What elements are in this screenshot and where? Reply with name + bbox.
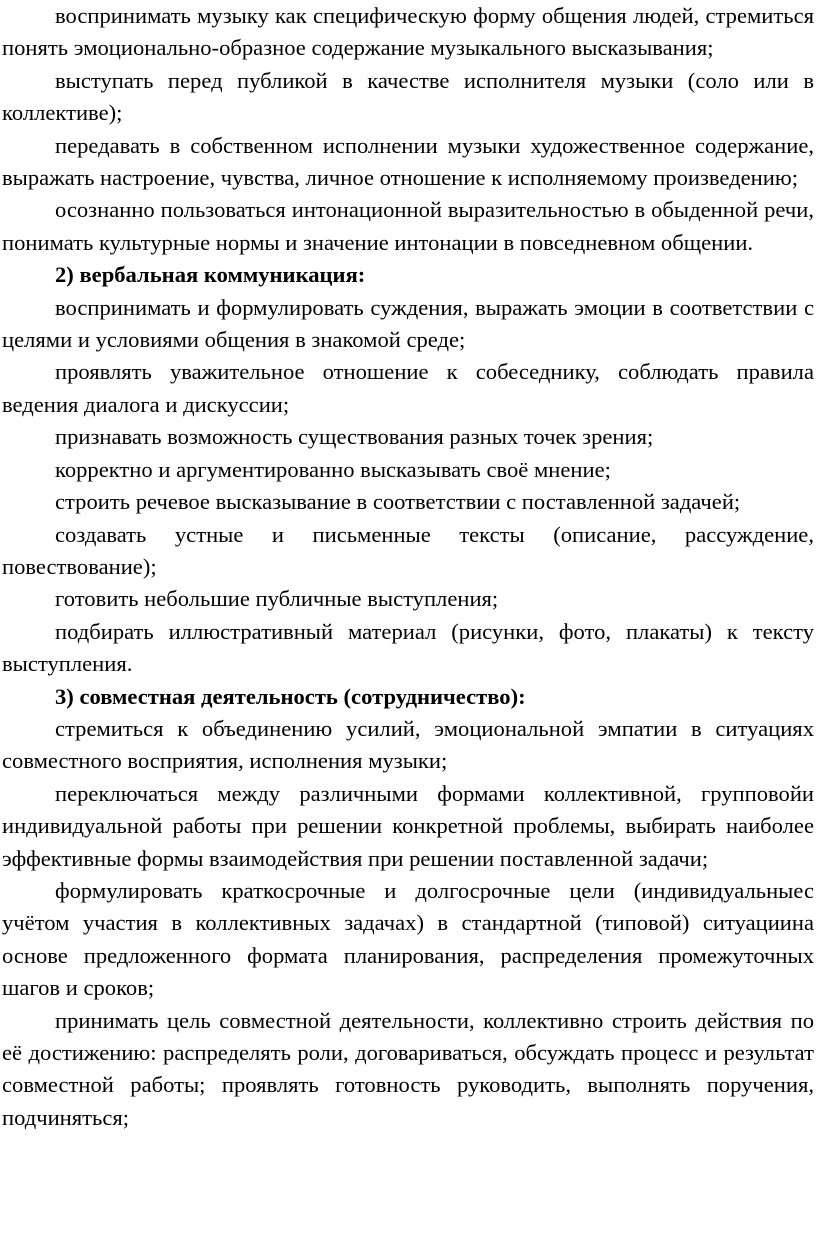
paragraph-create-texts: создавать устные и письменные тексты (описание, рассуждение, повествование); — [2, 521, 814, 579]
paragraph-formulate-goals: формулировать краткосрочные и долгосрочные цели (индивидуальныес учётом участия в коллективных задачах) в стандартной (типовой) ситуациина основе предложенного формата планирования, распределения промежуточных шагов и сроков; — [2, 877, 814, 1001]
paragraph-illustrative-material: подбирать иллюстративный материал (рисунки, фото, плакаты) к тексту выступления. — [2, 618, 814, 677]
section-heading-cooperation: 3) совместная деятельность (сотрудничество): — [55, 683, 526, 709]
paragraph-intonation: осознанно пользоваться интонационной выразительностью в обыденной речи, понимать культурные нормы и значение интонации в повседневном общении. — [2, 197, 814, 255]
paragraph-switch-forms: переключаться между различными формами коллективной, групповойи индивидуальной работы при решении конкретной проблемы, выбирать наиболее эффективные формы взаимодействия при решении поставленной задачи; — [2, 780, 814, 871]
section-heading-verbal-communication: 2) вербальная коммуникация: — [55, 262, 366, 288]
paragraph-convey-content: передавать в собственном исполнении музыки художественное содержание, выражать настроение, чувства, личное отношение к исполняемому произведению; — [2, 132, 814, 191]
paragraph-music-communication: воспринимать музыку как специфическую форму общения людей, стремиться понять эмоционально-образное содержание музыкального высказывания; — [2, 3, 814, 61]
paragraph-speech-statement: строить речевое высказывание в соответствии с поставленной задачей; — [55, 489, 741, 515]
paragraph-perform-public: выступать перед публикой в качестве исполнителя музыки (соло или в коллективе); — [2, 67, 814, 126]
paragraph-unite-efforts: стремиться к объединению усилий, эмоциональной эмпатии в ситуациях совместного восприятия, исполнения музыки; — [2, 715, 814, 774]
paragraph-joint-activity: принимать цель совместной деятельности, коллективно строить действия по её достижению: распределять роли, договариваться, обсуждать процесс и результат совместной работы; проявлять готовность руководить, выполнять поручения, подчиняться; — [2, 1007, 814, 1130]
paragraph-express-opinion: корректно и аргументированно высказывать своё мнение; — [55, 456, 611, 482]
document-body — [2, 0, 814, 1134]
paragraph-respect-interlocutor: проявлять уважительное отношение к собеседнику, соблюдать правила ведения диалога и дискуссии; — [2, 359, 814, 417]
paragraph-points-of-view: признавать возможность существования разных точек зрения; — [55, 424, 654, 450]
paragraph-public-speeches: готовить небольшие публичные выступления; — [55, 586, 499, 612]
paragraph-formulate-judgments: воспринимать и формулировать суждения, выражать эмоции в соответствии с целями и условиями общения в знакомой среде; — [2, 294, 814, 353]
